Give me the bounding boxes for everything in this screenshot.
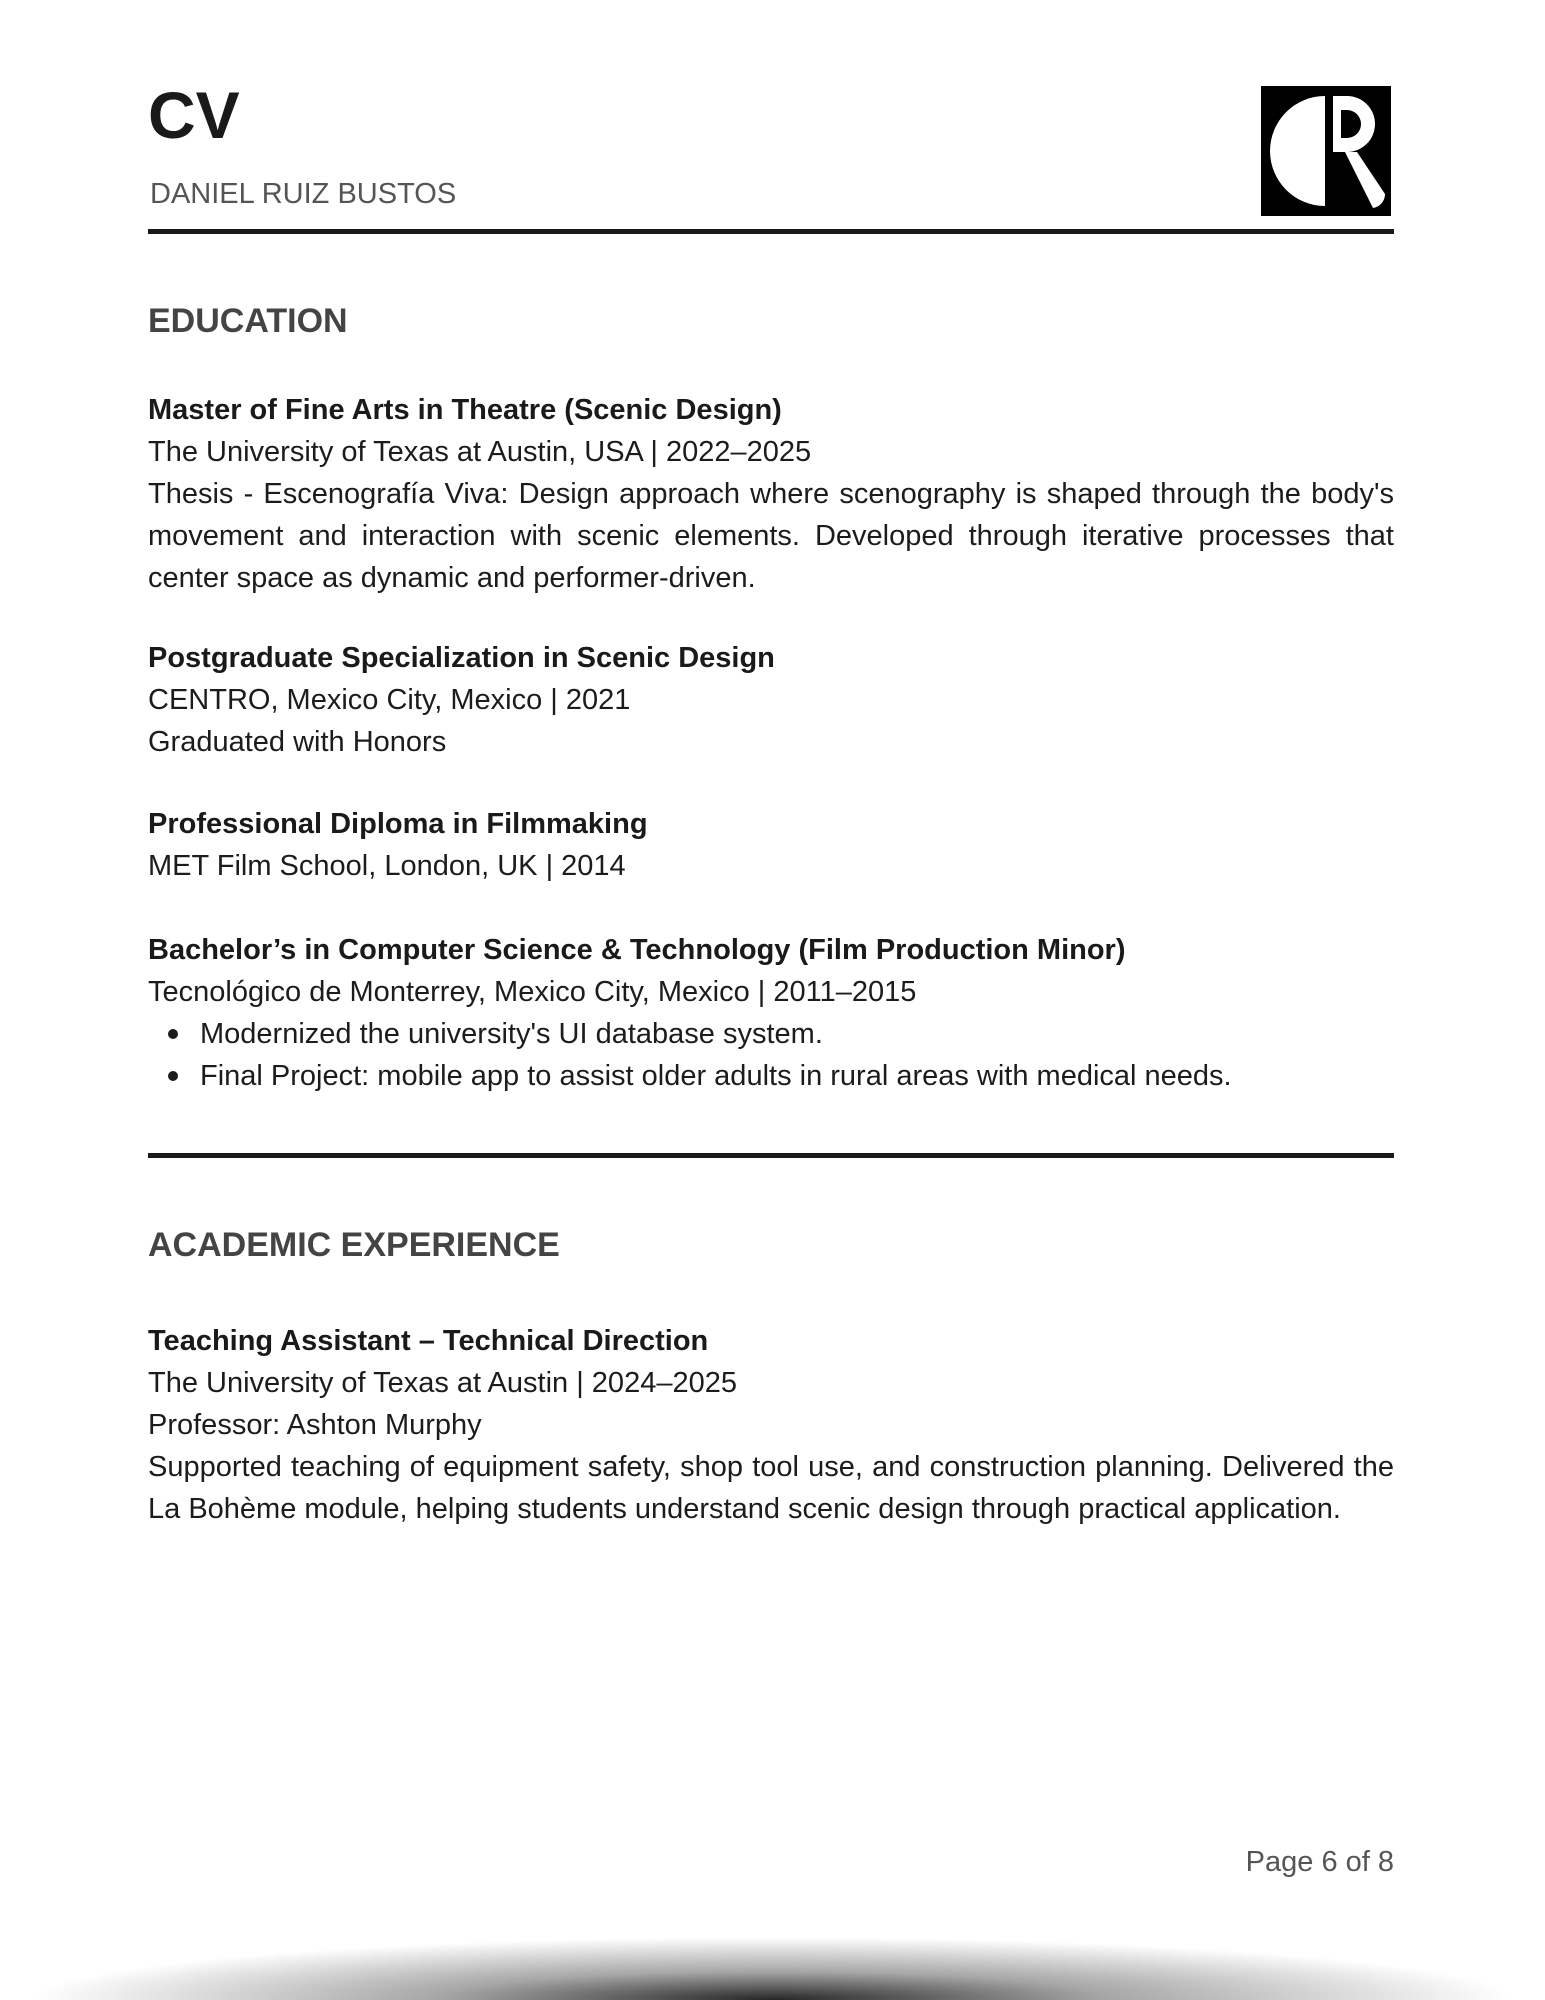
entry-professor: Professor: Ashton Murphy	[148, 1409, 482, 1441]
bullet-icon	[168, 1029, 178, 1039]
education-heading: EDUCATION	[148, 302, 348, 340]
header-divider	[148, 229, 1394, 234]
list-item	[200, 1055, 1394, 1097]
entry-institution: The University of Texas at Austin, USA | 2022–2025	[148, 436, 812, 468]
education-entry-bachelor	[148, 929, 1394, 1097]
education-entry-diploma	[148, 803, 1394, 887]
bullet-icon	[168, 1071, 178, 1081]
page-bottom-shadow	[0, 1930, 1545, 2000]
entry-description: Graduated with Honors	[148, 726, 447, 758]
entry-title: Master of Fine Arts in Theatre (Scenic Design)	[148, 394, 782, 426]
bullet-list	[148, 1013, 1394, 1097]
academic-experience-heading: ACADEMIC EXPERIENCE	[148, 1226, 560, 1264]
academic-entry-teaching-assistant	[148, 1320, 1394, 1530]
person-name: DANIEL RUIZ BUSTOS	[150, 178, 457, 210]
education-entry-mfa	[148, 389, 1394, 599]
entry-title: Teaching Assistant – Technical Direction	[148, 1325, 709, 1357]
entry-institution: The University of Texas at Austin | 2024–2025	[148, 1367, 737, 1399]
entry-institution: CENTRO, Mexico City, Mexico | 2021	[148, 684, 631, 716]
entry-institution: Tecnológico de Monterrey, Mexico City, Mexico | 2011–2015	[148, 976, 917, 1008]
list-item-text: Final Project: mobile app to assist older adults in rural areas with medical needs.	[200, 1060, 1232, 1092]
page-number: Page 6 of 8	[1245, 1846, 1394, 1878]
education-entry-postgraduate	[148, 637, 1394, 763]
entry-title: Bachelor’s in Computer Science & Technology (Film Production Minor)	[148, 934, 1126, 966]
entry-description: Supported teaching of equipment safety, shop tool use, and construction planning. Delivered the La Bohème module, helping students understand scenic design through practical application.	[148, 1451, 1394, 1525]
cv-title: CV	[148, 78, 240, 152]
entry-institution: MET Film School, London, UK | 2014	[148, 850, 626, 882]
entry-description: Thesis - Escenografía Viva: Design approach where scenography is shaped through the body's movement and interaction with scenic elements. Developed through iterative processes that center space as dynamic and performer-driven.	[148, 478, 1394, 594]
entry-title: Postgraduate Specialization in Scenic Design	[148, 642, 775, 674]
cr-monogram-logo-icon	[1261, 86, 1391, 216]
list-item	[200, 1013, 1394, 1055]
list-item-text: Modernized the university's UI database system.	[200, 1018, 823, 1050]
entry-title: Professional Diploma in Filmmaking	[148, 808, 648, 840]
section-divider	[148, 1153, 1394, 1158]
